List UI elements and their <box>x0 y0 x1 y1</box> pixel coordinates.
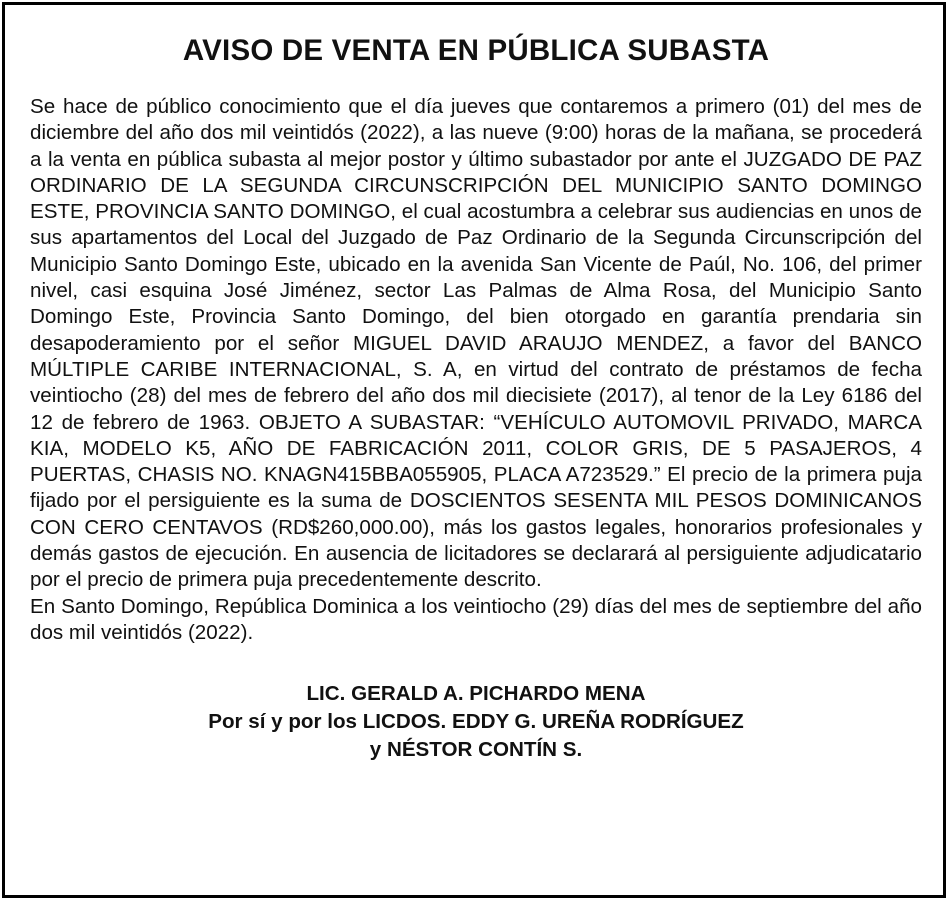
notice-border-frame <box>2 2 946 898</box>
signature-line-2: Por sí y por los LICDOS. EDDY G. UREÑA RODRÍGUEZ <box>208 710 744 734</box>
signature-line-1: LIC. GERALD A. PICHARDO MENA <box>306 682 646 706</box>
signature-line-3: y NÉSTOR CONTÍN S. <box>369 738 583 762</box>
notice-closing-paragraph: En Santo Domingo, República Dominica a los veintiocho (29) días del mes de septiembre del año dos mil veintidós (2022). <box>30 594 922 644</box>
notice-body-paragraph: Se hace de público conocimiento que el día jueves que contaremos a primero (01) del mes de diciembre del año dos mil veintidós (2022), a las nueve (9:00) horas de la mañana, se procederá a la venta en pública subasta al mejor postor y último subastador por ante el JUZGADO DE PAZ ORDINARIO DE LA SEGUNDA CIRCUNSCRIPCIÓN DEL MUNICIPIO SANTO DOMINGO ESTE, PROVINCIA SANTO DOMINGO, el cual acostumbra a celebrar sus audiencias en unos de sus apartamentos del Local del Juzgado de Paz Ordinario de la Segunda Circunscripción del Municipio Santo Domingo Este, ubicado en la avenida San Vicente de Paúl, No. 106, del primer nivel, casi esquina José Jiménez, sector Las Palmas de Alma Rosa, del Municipio Santo Domingo Este, Provincia Santo Domingo, del bien otorgado en garantía prendaria sin desapoderamiento por el señor MIGUEL DAVID ARAUJO MENDEZ, a favor del BANCO MÚLTIPLE CARIBE INTERNACIONAL, S. A, en virtud del contrato de préstamos de fecha veintiocho (28) del mes de febrero del año dos mil diecisiete (2017), al tenor de la Ley 6186 del 12 de febrero de 1963. OBJETO A SUBASTAR: “VEHÍCULO AUTOMOVIL PRIVADO, MARCA KIA, MODELO K5, AÑO DE FABRICACIÓN 2011, COLOR GRIS, DE 5 PASAJEROS, 4 PUERTAS, CHASIS NO. KNAGN415BBA055905, PLACA A723529.” El precio de la primera puja fijado por el persiguiente es la suma de DOSCIENTOS SESENTA MIL PESOS DOMINICANOS CON CERO CENTAVOS (RD$260,000.00), más los gastos legales, honorarios profesionales y demás gastos de ejecución. En ausencia de licitadores se declarará al persiguiente adjudicatario por el precio de primera puja precedentemente descrito. <box>30 95 922 592</box>
notice-content <box>30 31 922 764</box>
signature-block <box>30 680 922 764</box>
notice-title: AVISO DE VENTA EN PÚBLICA SUBASTA <box>182 34 770 67</box>
